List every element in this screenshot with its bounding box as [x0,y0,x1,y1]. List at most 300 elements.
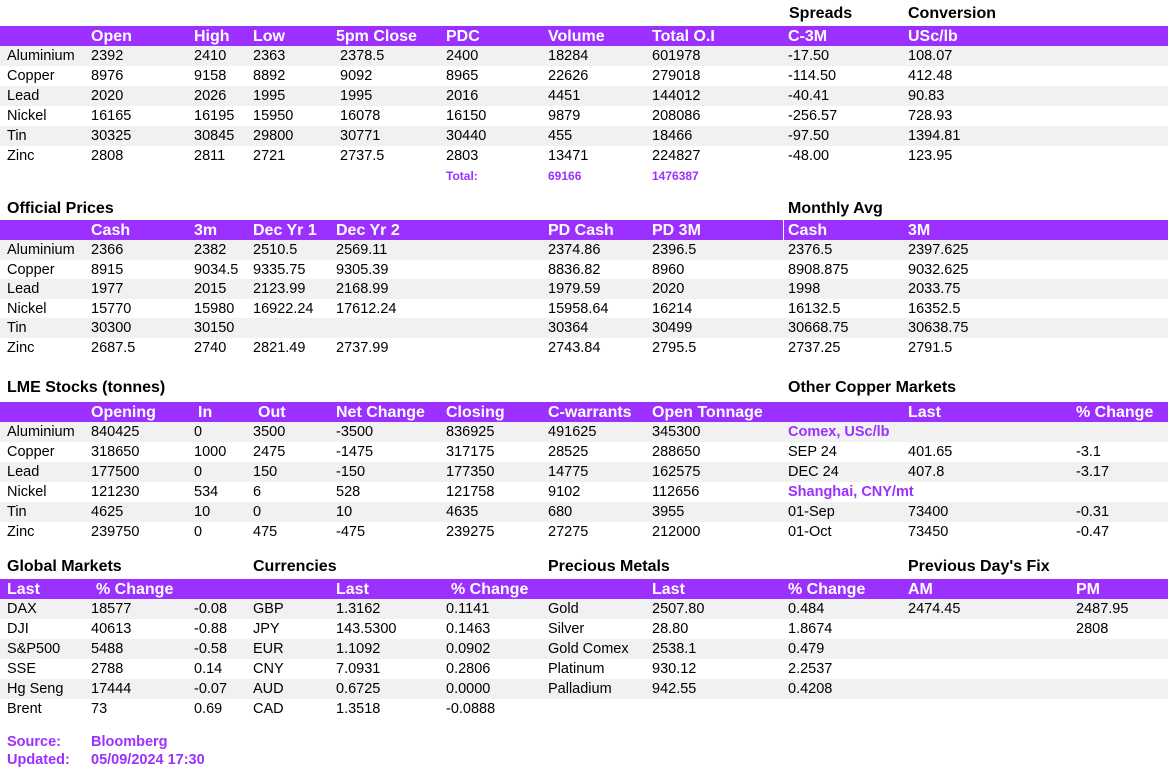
stocks-cell: 27275 [548,524,589,540]
prices-cell: 30325 [91,128,132,144]
prices-cell: 2020 [91,88,124,104]
metal-name: Copper [7,444,55,460]
prices-cell: 108.07 [908,48,953,64]
precious-metals-title: Precious Metals [548,558,670,575]
prices-cell: 90.83 [908,88,945,104]
prices-cell: 30440 [446,128,487,144]
stocks-header-cell: Opening [91,404,156,421]
prices-cell: -256.57 [788,108,838,124]
fix-pm: 2487.95 [1076,601,1129,617]
markets-header-cell: % Change [451,581,529,598]
prices-cell: 9879 [548,108,581,124]
updated-label: Updated: [7,752,70,768]
stocks-cell: 121758 [446,484,495,500]
precious-name: Gold Comex [548,641,629,657]
official-cell: 2366 [91,242,124,258]
currency-code: CNY [253,661,284,677]
precious-name: Platinum [548,661,605,677]
official-cell: 2168.99 [336,281,389,297]
metal-name: Lead [7,88,40,104]
prices-cell: 16165 [91,108,132,124]
contract-label: SEP 24 [788,444,837,460]
prices-cell: 144012 [652,88,701,104]
official-cell: 2374.86 [548,242,601,258]
prices-cell: 2016 [446,88,479,104]
stocks-header-cell: Last [908,404,941,421]
stocks-cell: 0 [194,424,203,440]
stocks-cell: 10 [336,504,353,520]
official-cell: 2033.75 [908,281,961,297]
official-header-cell: Cash [91,222,131,239]
prices-header-row [0,26,1168,46]
precious-change: 2.2537 [788,661,833,677]
prices-cell: 2803 [446,148,479,164]
prices-cell: 30771 [340,128,381,144]
prices-cell: -48.00 [788,148,830,164]
prices-cell: 1995 [253,88,286,104]
official-header-cell: Dec Yr 1 [253,222,317,239]
precious-last: 930.12 [652,661,697,677]
market-heading: Comex, USc/lb [788,424,890,440]
copper-last: 407.8 [908,464,945,480]
stocks-header-cell: Out [258,404,286,421]
prices-cell: -17.50 [788,48,830,64]
precious-change: 0.479 [788,641,825,657]
source-value: Bloomberg [91,734,168,750]
prices-cell: 123.95 [908,148,953,164]
prices-row [0,46,1168,66]
official-row [0,338,1168,358]
currency-code: GBP [253,601,284,617]
currency-last: 0.6725 [336,681,381,697]
stocks-header-cell: C-warrants [548,404,632,421]
stocks-cell: -150 [336,464,366,480]
stocks-cell: 4625 [91,504,124,520]
stocks-cell: 840425 [91,424,140,440]
official-cell: 2015 [194,281,227,297]
official-cell: 2382 [194,242,227,258]
currency-code: CAD [253,701,284,717]
prices-cell: 2392 [91,48,124,64]
stocks-cell: 1000 [194,444,227,460]
stocks-cell: 239750 [91,524,140,540]
totals-row [0,166,1168,186]
official-cell: 16922.24 [253,300,314,317]
official-row [0,318,1168,338]
stocks-cell: 475 [253,524,278,540]
prices-cell: 1995 [340,88,373,104]
prices-cell: 2808 [91,148,124,164]
official-cell: 15980 [194,300,235,317]
precious-change: 0.4208 [788,681,833,697]
markets-header-cell: Last [7,581,40,598]
stocks-cell: 112656 [652,484,700,500]
stocks-cell: 528 [336,484,361,500]
official-row [0,240,1168,260]
stocks-row [0,422,1168,442]
currency-change: 0.0902 [446,641,491,657]
official-cell: 2743.84 [548,339,601,356]
fix-am: 2474.45 [908,601,961,617]
metal-name: Aluminium [7,424,75,440]
metal-name: Nickel [7,108,47,124]
prices-cell: 2811 [194,148,226,164]
metal-name: Tin [7,320,27,336]
currency-change: 0.1141 [446,601,490,617]
official-cell: 8915 [91,261,124,278]
prices-cell: 2026 [194,88,227,104]
prices-cell: 15950 [253,108,294,124]
currency-code: JPY [253,621,280,637]
copper-last: 73400 [908,504,949,520]
metal-name: Aluminium [7,242,75,258]
stocks-cell: 836925 [446,424,495,440]
official-cell: 1977 [91,281,124,297]
stocks-cell: 0 [253,504,262,520]
stocks-cell: -1475 [336,444,374,460]
metal-name: Tin [7,128,27,144]
metal-name: Lead [7,464,40,480]
official-header-cell: 3m [194,222,218,239]
official-cell: 30150 [194,320,235,336]
index-change: -0.88 [194,621,228,637]
markets-row [0,699,1168,719]
official-cell: 8908.875 [788,261,849,278]
total-open-interest: 1476387 [652,169,699,183]
prices-row [0,126,1168,146]
copper-last: 73450 [908,524,949,540]
total-label: Total: [446,169,478,183]
spreads-title: Spreads [789,5,853,22]
official-cell: 15958.64 [548,300,609,317]
official-cell: 2737.99 [336,339,389,356]
currency-last: 1.3518 [336,701,381,717]
prices-cell: 601978 [652,48,701,64]
stocks-header-cell: Open Tonnage [652,404,763,421]
markets-row [0,639,1168,659]
stocks-cell: 239275 [446,524,495,540]
stocks-cell: 150 [253,464,278,480]
stocks-cell: 491625 [548,424,597,440]
monthly-avg-title: Monthly Avg [788,200,883,217]
prices-row [0,146,1168,166]
index-last: 40613 [91,621,132,637]
prices-cell: 2737.5 [340,148,385,164]
official-header-cell: 3M [908,222,931,239]
stocks-cell: 177500 [91,464,140,480]
official-prices-title: Official Prices [7,200,114,217]
copper-last: 401.65 [908,444,953,460]
markets-row [0,599,1168,619]
prices-header-cell: C-3M [788,28,828,45]
prices-cell: 279018 [652,68,701,84]
metal-name: Tin [7,504,27,520]
official-cell: 15770 [91,300,132,317]
precious-name: Silver [548,621,585,637]
prices-row [0,86,1168,106]
prices-header-cell: 5pm Close [336,28,417,45]
official-row [0,299,1168,319]
metal-name: Aluminium [7,48,75,64]
prices-cell: 9158 [194,68,227,84]
precious-last: 2507.80 [652,601,705,617]
lme-stocks-title: LME Stocks (tonnes) [7,379,166,396]
prices-cell: 2400 [446,48,479,64]
official-header-cell: PD Cash [548,222,614,239]
stocks-cell: 121230 [91,484,140,500]
official-cell: 2687.5 [91,339,136,356]
prices-cell: 224827 [652,148,701,164]
stocks-cell: 288650 [652,444,701,460]
copper-change: -0.31 [1076,504,1110,520]
markets-header-row [0,579,1168,599]
currency-code: EUR [253,641,284,657]
market-heading: Shanghai, CNY/mt [788,484,914,500]
markets-header-cell: % Change [96,581,174,598]
official-cell: 2791.5 [908,339,953,356]
currency-code: AUD [253,681,284,697]
prices-cell: 16150 [446,108,487,124]
official-row [0,279,1168,299]
official-row [0,260,1168,280]
official-cell: 17612.24 [336,300,397,317]
contract-label: DEC 24 [788,464,839,480]
prices-cell: 412.48 [908,68,953,84]
metal-name: Copper [7,68,55,84]
official-cell: 8960 [652,261,685,278]
index-name: SSE [7,661,37,677]
prices-cell: 2721 [253,148,286,164]
precious-last: 2538.1 [652,641,697,657]
prices-cell: 18466 [652,128,693,144]
precious-last: 942.55 [652,681,697,697]
prices-cell: 455 [548,128,573,144]
official-cell: 2397.625 [908,242,969,258]
metal-name: Copper [7,261,55,278]
official-cell: 9032.625 [908,261,969,278]
official-cell: 30499 [652,320,693,336]
index-change: -0.58 [194,641,228,657]
prices-cell: 29800 [253,128,294,144]
official-cell: 1979.59 [548,281,601,297]
currency-change: -0.0888 [446,701,496,717]
official-header-cell: Cash [788,222,828,239]
index-name: DJI [7,621,29,637]
stocks-cell: 6 [253,484,262,500]
index-name: S&P500 [7,641,61,657]
prices-cell: 1394.81 [908,128,961,144]
global-markets-title: Global Markets [7,558,122,575]
prices-cell: 2363 [253,48,286,64]
metal-name: Zinc [7,524,35,540]
copper-change: -0.47 [1076,524,1110,540]
prices-header-cell: Total O.I [652,28,715,45]
currency-last: 1.3162 [336,601,381,617]
metal-name: Nickel [7,300,47,317]
official-cell: 9305.39 [336,261,389,278]
official-cell: 2821.49 [253,339,306,356]
index-last: 17444 [91,681,132,697]
precious-last: 28.80 [652,621,689,637]
stocks-cell: 14775 [548,464,589,480]
fix-pm: 2808 [1076,621,1109,637]
prices-cell: 2378.5 [340,48,385,64]
contract-label: 01-Sep [788,504,835,520]
prices-cell: -40.41 [788,88,830,104]
metal-name: Lead [7,281,40,297]
index-last: 2788 [91,661,124,677]
currencies-title: Currencies [253,558,337,575]
copper-change: -3.1 [1076,444,1101,460]
official-cell: 2510.5 [253,242,298,258]
other-copper-title: Other Copper Markets [788,379,957,396]
markets-row [0,679,1168,699]
prices-cell: 8976 [91,68,124,84]
official-cell: 2020 [652,281,685,297]
stocks-cell: 534 [194,484,219,500]
metal-name: Zinc [7,339,35,356]
prices-header-cell: High [194,28,230,45]
official-cell: 2740 [194,339,227,356]
metal-name: Nickel [7,484,47,500]
stocks-cell: 2475 [253,444,286,460]
stocks-cell: 10 [194,504,211,520]
stocks-header-row [0,402,1168,422]
official-header-row [0,220,1168,240]
currency-change: 0.0000 [446,681,491,697]
prices-row [0,66,1168,86]
official-cell: 30364 [548,320,589,336]
index-last: 5488 [91,641,124,657]
previous-fix-title: Previous Day's Fix [908,558,1050,575]
stocks-cell: 162575 [652,464,701,480]
stocks-cell: 28525 [548,444,589,460]
prices-cell: 30845 [194,128,235,144]
stocks-cell: 3955 [652,504,685,520]
total-volume: 69166 [548,169,582,183]
stocks-cell: -3500 [336,424,374,440]
prices-row [0,106,1168,126]
official-cell: 30300 [91,320,132,336]
prices-cell: -114.50 [788,68,837,84]
markets-header-cell: PM [1076,581,1100,598]
contract-label: 01-Oct [788,524,832,540]
stocks-cell: 177350 [446,464,495,480]
precious-name: Gold [548,601,579,617]
prices-cell: 22626 [548,68,589,84]
precious-change: 1.8674 [788,621,833,637]
prices-header-cell: USc/lb [908,28,958,45]
stocks-header-cell: In [198,404,213,421]
copper-change: -3.17 [1076,464,1110,480]
official-cell: 2737.25 [788,339,841,356]
currency-change: 0.1463 [446,621,491,637]
source-label: Source: [7,734,61,750]
currency-last: 7.0931 [336,661,381,677]
official-cell: 16132.5 [788,300,841,317]
official-cell: 2795.5 [652,339,697,356]
stocks-cell: 317175 [446,444,495,460]
prices-cell: 728.93 [908,108,953,124]
index-last: 73 [91,701,108,717]
stocks-cell: 9102 [548,484,581,500]
official-cell: 2376.5 [788,242,833,258]
prices-cell: 8965 [446,68,479,84]
official-cell: 8836.82 [548,261,601,278]
stocks-cell: 0 [194,464,203,480]
stocks-row [0,442,1168,462]
prices-cell: -97.50 [788,128,830,144]
precious-name: Palladium [548,681,612,697]
index-last: 18577 [91,601,132,617]
prices-cell: 16195 [194,108,235,124]
markets-header-cell: Last [652,581,685,598]
prices-cell: 8892 [253,68,286,84]
header-divider [783,220,784,240]
official-cell: 30668.75 [788,320,849,336]
official-cell: 1998 [788,281,821,297]
official-cell: 9335.75 [253,261,306,278]
stocks-row [0,502,1168,522]
markets-header-cell: % Change [788,581,866,598]
prices-header-cell: PDC [446,28,480,45]
official-cell: 16352.5 [908,300,961,317]
stocks-cell: 4635 [446,504,479,520]
stocks-cell: -475 [336,524,366,540]
prices-cell: 9092 [340,68,373,84]
stocks-cell: 318650 [91,444,140,460]
updated-value: 05/09/2024 17:30 [91,752,205,768]
conversion-title: Conversion [908,5,997,22]
official-cell: 2123.99 [253,281,306,297]
index-change: -0.07 [194,681,228,697]
markets-header-cell: Last [336,581,369,598]
official-cell: 2569.11 [336,242,388,258]
index-change: -0.08 [194,601,228,617]
prices-cell: 18284 [548,48,589,64]
prices-cell: 16078 [340,108,381,124]
currency-last: 143.5300 [336,621,397,637]
index-change: 0.69 [194,701,223,717]
prices-cell: 2410 [194,48,227,64]
stocks-cell: 3500 [253,424,286,440]
prices-header-cell: Low [253,28,285,45]
prices-cell: 13471 [548,148,589,164]
stocks-row [0,482,1168,502]
index-name: DAX [7,601,37,617]
stocks-row [0,522,1168,542]
stocks-row [0,462,1168,482]
metal-name: Zinc [7,148,35,164]
official-cell: 2396.5 [652,242,697,258]
official-header-cell: PD 3M [652,222,701,239]
prices-header-cell: Open [91,28,132,45]
markets-header-cell: AM [908,581,933,598]
prices-cell: 208086 [652,108,701,124]
stocks-cell: 680 [548,504,573,520]
stocks-header-cell: Closing [446,404,505,421]
index-change: 0.14 [194,661,223,677]
official-cell: 9034.5 [194,261,239,278]
official-cell: 30638.75 [908,320,969,336]
stocks-header-cell: Net Change [336,404,425,421]
index-name: Brent [7,701,42,717]
currency-last: 1.1092 [336,641,381,657]
official-header-cell: Dec Yr 2 [336,222,400,239]
prices-header-cell: Volume [548,28,605,45]
precious-change: 0.484 [788,601,825,617]
markets-row [0,619,1168,639]
